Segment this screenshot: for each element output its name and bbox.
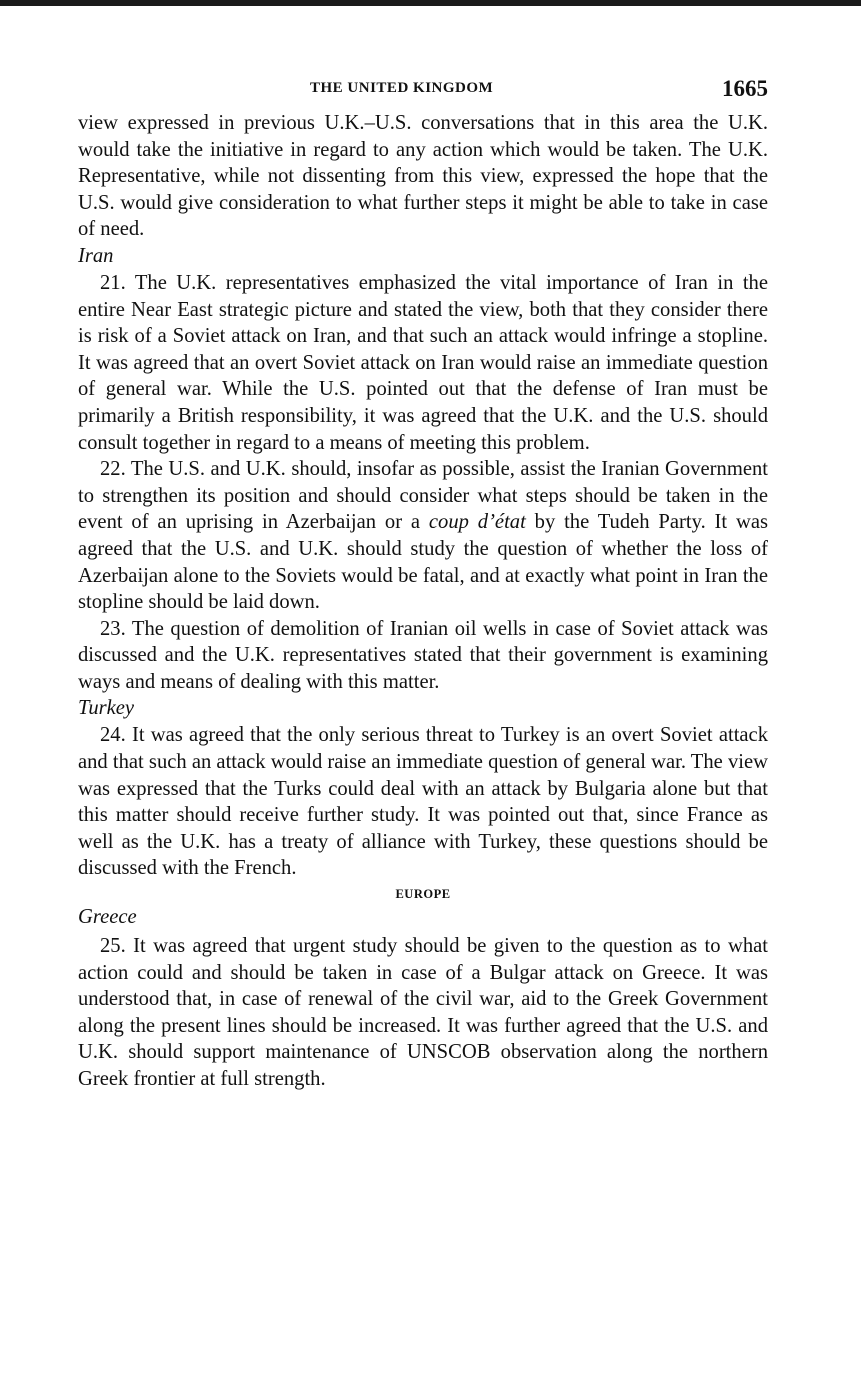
paragraph-24: 24. It was agreed that the only serious threat to Turkey is an overt Soviet attack and that such an attack would raise an immediate question of general war. The view was expressed that the Turks could deal with an attack by Bulgaria alone but that this matter should receive further study. It was pointed out that, since France as well as the U.K. has a treaty of alliance with Turkey, these questions should be discussed with the French. <box>78 724 768 880</box>
paragraph-22-part-b: by the Tudeh Party. It was agreed that the U.S. and U.K. should study the question of whether the loss of Azerbaijan alone to the Soviets would be fatal, and at exactly what point in Iran the stopline should be laid down. <box>78 511 768 614</box>
paragraph-25: 25. It was agreed that urgent study should be given to the question as to what action could and should be taken in case of a Bulgar attack on Greece. It was understood that, in case of renewal of the civil war, aid to the Greek Government along the present lines should be increased. It was further agreed that the U.S. and U.K. should support maintenance of UNSCOB observation along the northern Greek frontier at full strength. <box>78 935 768 1090</box>
intro-paragraph: view expressed in previous U.K.–U.S. conversations that in this area the U.K. would take the initiative in regard to any action which would be taken. The U.K. Representative, while not dissenting from this view, expressed the hope that the U.S. would give consideration to what further steps it might be able to take in case of need. <box>78 112 768 241</box>
top-edge-rule <box>0 0 861 6</box>
running-header <box>78 74 768 110</box>
paragraph-22-italic: coup d’état <box>428 511 526 534</box>
paragraph-22 <box>78 456 768 616</box>
section-heading-turkey: Turkey <box>78 697 135 720</box>
document-page <box>78 74 768 1093</box>
region-heading-europe: EUROPE <box>395 887 451 902</box>
section-heading-greece: Greece <box>78 906 137 929</box>
paragraph-22-part-a: 22. The U.S. and U.K. should, insofar as possible, assist the Iranian Government to strengthen its position and should consider what steps should be taken in the event of an uprising in Azerbaijan or a <box>78 458 768 534</box>
paragraph-23: 23. The question of demolition of Iranian oil wells in case of Soviet attack was discussed and the U.K. representatives stated that their government is examining ways and means of dealing with this matter. <box>78 617 768 693</box>
paragraph-21: 21. The U.K. representatives emphasized the vital importance of Iran in the entire Near East strategic picture and stated the view, both that they consider there is risk of a Soviet attack on Iran, and that such an attack would infringe a stopline. It was agreed that an overt Soviet attack on Iran would raise an immediate question of general war. While the U.S. pointed out that the defense of Iran must be primarily a British responsibility, it was agreed that the U.K. and the U.S. should consult together in regard to a means of meeting this problem. <box>78 271 768 454</box>
running-title: THE UNITED KINGDOM <box>310 80 494 96</box>
section-heading-iran: Iran <box>78 244 114 267</box>
page-number: 1665 <box>722 76 768 101</box>
